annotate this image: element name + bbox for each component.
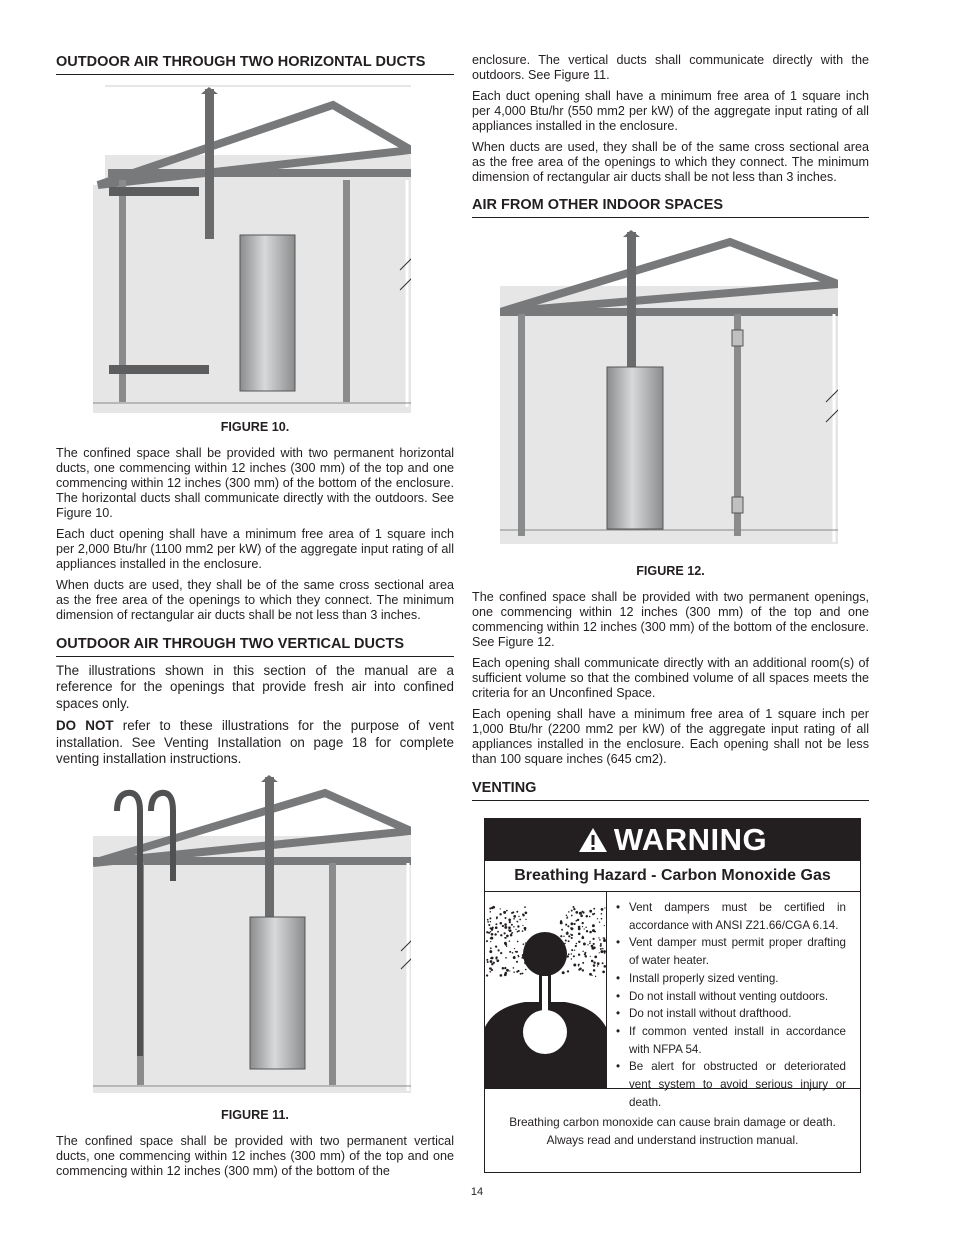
co-gas-speck bbox=[516, 971, 518, 973]
co-gas-speck bbox=[490, 947, 492, 949]
co-gas-speck bbox=[589, 973, 592, 976]
figure-11 bbox=[93, 771, 411, 1093]
warning-label bbox=[484, 818, 861, 1173]
co-gas-speck bbox=[580, 914, 583, 917]
co-gas-speck bbox=[570, 922, 573, 925]
co-gas-speck bbox=[582, 926, 583, 927]
co-gas-speck bbox=[525, 919, 526, 920]
co-gas-speck bbox=[500, 974, 503, 977]
paragraph: When ducts are used, they shall be of the same cross sectional area as the free area of the openings to which they connect. The minimum dimension of rectangular air ducts shall be not less than 3 inches. bbox=[56, 578, 454, 622]
paragraph: The illustrations shown in this section of the manual are a reference for the openings that provide fresh air into confined spaces only. bbox=[56, 663, 454, 711]
co-gas-speck bbox=[499, 913, 501, 915]
co-gas-speck bbox=[567, 931, 569, 933]
co-gas-speck bbox=[504, 926, 507, 929]
co-gas-speck bbox=[490, 967, 492, 969]
co-gas-speck bbox=[488, 924, 490, 926]
co-gas-speck bbox=[515, 929, 516, 930]
co-gas-speck bbox=[568, 935, 570, 937]
co-gas-speck bbox=[516, 911, 518, 913]
co-gas-speck bbox=[486, 974, 488, 976]
warning-item: • Do not install without venting outdoors. bbox=[614, 988, 846, 1006]
co-gas-speck bbox=[571, 937, 573, 939]
co-gas-speck bbox=[511, 924, 513, 926]
co-gas-speck bbox=[572, 950, 573, 951]
co-gas-speck bbox=[576, 920, 578, 922]
co-gas-speck bbox=[574, 923, 576, 925]
co-gas-speck bbox=[593, 961, 595, 963]
co-gas-speck bbox=[503, 911, 506, 914]
co-gas-speck bbox=[506, 969, 509, 972]
heading-horizontal-ducts: OUTDOOR AIR THROUGH TWO HORIZONTAL DUCTS bbox=[56, 54, 454, 75]
co-gas-speck bbox=[601, 908, 604, 911]
co-gas-speck bbox=[591, 945, 594, 948]
co-gas-speck bbox=[491, 927, 493, 929]
co-gas-speck bbox=[519, 919, 521, 921]
co-gas-speck bbox=[599, 921, 600, 922]
co-gas-speck bbox=[487, 919, 489, 921]
co-gas-speck bbox=[582, 951, 583, 952]
co-gas-speck bbox=[522, 925, 523, 926]
warning-item: • Vent damper must permit proper drafting of water heater. bbox=[614, 934, 846, 969]
co-gas-speck bbox=[516, 961, 518, 963]
paragraph bbox=[56, 718, 454, 767]
co-gas-speck bbox=[513, 971, 515, 973]
warning-footer-line: Breathing carbon monoxide can cause brain damage or death. bbox=[509, 1114, 836, 1129]
co-gas-speck bbox=[513, 926, 515, 928]
co-gas-speck bbox=[511, 912, 513, 914]
figure-12 bbox=[500, 224, 838, 544]
co-gas-speck bbox=[573, 964, 576, 967]
co-gas-speck bbox=[568, 911, 570, 913]
co-gas-speck bbox=[593, 913, 595, 915]
co-gas-speck bbox=[598, 937, 599, 938]
co-gas-speck bbox=[582, 969, 584, 971]
co-gas-speck bbox=[597, 918, 598, 919]
warning-item: • Do not install without drafthood. bbox=[614, 1005, 846, 1023]
co-gas-speck bbox=[571, 915, 573, 917]
co-gas-speck bbox=[587, 944, 588, 945]
co-gas-speck bbox=[568, 940, 570, 942]
co-gas-speck bbox=[585, 955, 587, 957]
heading-vertical-ducts: OUTDOOR AIR THROUGH TWO VERTICAL DUCTS bbox=[56, 636, 454, 657]
paragraph: Each opening shall have a minimum free area of 1 square inch per 1,000 Btu/hr (2200 mm2 per kW) of the aggregate input rating of all appliances installed in the enclosure. Each opening shall not be less than 100 square inches (645 cm2). bbox=[472, 707, 869, 766]
co-gas-speck bbox=[572, 906, 574, 908]
co-gas-speck bbox=[593, 943, 595, 945]
co-gas-speck bbox=[593, 947, 596, 950]
co-gas-speck bbox=[495, 945, 497, 947]
co-gas-speck bbox=[601, 913, 603, 915]
co-gas-speck bbox=[565, 924, 567, 926]
co-gas-speck bbox=[497, 931, 499, 933]
warning-item: • If common vented install in accordance with NFPA 54. bbox=[614, 1023, 846, 1058]
co-gas-speck bbox=[488, 932, 490, 934]
co-gas-speck bbox=[506, 946, 507, 947]
co-gas-speck bbox=[571, 927, 574, 930]
co-gas-speck bbox=[575, 911, 578, 914]
co-gas-speck bbox=[589, 910, 592, 913]
co-gas-speck bbox=[578, 964, 580, 966]
warning-triangle-icon bbox=[578, 827, 608, 853]
co-gas-speck bbox=[604, 965, 606, 968]
co-gas-speck bbox=[579, 912, 582, 915]
co-gas-speck bbox=[500, 934, 502, 936]
co-gas-speck bbox=[578, 928, 581, 931]
figure-10-caption: FIGURE 10. bbox=[220, 420, 290, 434]
co-gas-speck bbox=[490, 911, 492, 913]
co-gas-speck bbox=[582, 922, 584, 924]
co-gas-speck bbox=[586, 930, 588, 932]
paragraph: The confined space shall be provided with two permanent vertical ducts, one commencing within 12 inches (300 mm) of the top and one commencing within 12 inches (300 mm) of the bottom of the bbox=[56, 1134, 454, 1178]
co-gas-speck bbox=[600, 948, 602, 950]
co-gas-speck bbox=[516, 921, 518, 923]
co-gas-speck bbox=[509, 970, 510, 971]
co-gas-speck bbox=[567, 925, 569, 927]
warning-item: • Be alert for obstructed or deteriorated vent system to avoid serious injury or death. bbox=[614, 1058, 846, 1111]
co-gas-speck bbox=[604, 907, 605, 908]
co-gas-speck bbox=[584, 953, 586, 955]
co-gas-speck bbox=[603, 939, 606, 942]
co-gas-speck bbox=[592, 975, 593, 976]
co-gas-speck bbox=[522, 914, 524, 916]
page-number: 14 bbox=[470, 1186, 484, 1198]
co-gas-speck bbox=[593, 969, 596, 972]
co-gas-speck bbox=[602, 962, 604, 964]
co-gas-speck bbox=[578, 932, 581, 935]
co-gas-speck bbox=[491, 969, 493, 971]
co-gas-speck bbox=[589, 941, 590, 942]
paragraph: The confined space shall be provided with two permanent horizontal ducts, one commencing within 12 inches (300 mm) of the top and one commencing within 12 inches (300 mm) of the bottom of the enclosure. The horizontal ducts shall communicate directly with the outdoors. See Figure 10. bbox=[56, 446, 454, 520]
paragraph: Each duct opening shall have a minimum free area of 1 square inch per 2,000 Btu/hr (1100 mm2 per kW) of the aggregate input rating of all appliances installed in the enclosure. bbox=[56, 527, 454, 571]
co-gas-speck bbox=[509, 940, 511, 942]
co-gas-speck bbox=[571, 910, 573, 912]
co-gas-speck bbox=[591, 960, 594, 963]
warning-item: • Vent dampers must be certified in accordance with ANSI Z21.66/CGA 6.14. bbox=[614, 899, 846, 934]
co-gas-speck bbox=[578, 968, 580, 970]
co-gas-speck bbox=[603, 937, 605, 939]
co-gas-speck bbox=[595, 976, 596, 977]
warning-item: • Install properly sized venting. bbox=[614, 970, 846, 988]
carbon-monoxide-hazard-icon bbox=[485, 892, 607, 1088]
co-gas-speck bbox=[504, 917, 506, 919]
co-gas-speck bbox=[512, 952, 514, 954]
co-gas-speck bbox=[593, 908, 595, 910]
co-gas-speck bbox=[486, 940, 488, 942]
co-gas-speck bbox=[585, 927, 586, 928]
co-gas-speck bbox=[509, 929, 512, 932]
warning-footer-line: Always read and understand instruction manual. bbox=[546, 1132, 799, 1147]
paragraph: enclosure. The vertical ducts shall communicate directly with the outdoors. See Figure 11. bbox=[472, 53, 869, 82]
co-gas-speck bbox=[524, 906, 526, 908]
co-gas-speck bbox=[505, 972, 508, 975]
paragraph-rest: refer to these illustrations for the purpose of vent installation. See Venting Installation on page 18 for complete venting installation instructions. bbox=[56, 718, 454, 767]
co-gas-speck bbox=[560, 935, 562, 937]
co-gas-speck bbox=[505, 957, 507, 959]
paragraph: When ducts are used, they shall be of the same cross sectional area as the free area of the openings to which they connect. The minimum dimension of rectangular air ducts shall be not less than 3 inches. bbox=[472, 140, 869, 184]
co-gas-speck bbox=[522, 930, 524, 932]
co-gas-speck bbox=[589, 931, 592, 934]
co-gas-speck bbox=[589, 916, 591, 918]
co-gas-speck bbox=[500, 922, 503, 925]
co-gas-speck bbox=[561, 929, 563, 931]
co-gas-speck bbox=[508, 926, 511, 929]
co-gas-speck bbox=[571, 958, 572, 959]
co-gas-speck bbox=[504, 923, 507, 926]
co-gas-speck bbox=[573, 908, 575, 910]
paragraph: Each opening shall communicate directly with an additional room(s) of sufficient volume so that the combined volume of all spaces meets the criteria for an Unconfined Space. bbox=[472, 656, 869, 700]
paragraph: Each duct opening shall have a minimum free area of 1 square inch per 4,000 Btu/hr (550 mm2 per kW) of the aggregate input rating of all appliances installed in the enclosure. bbox=[472, 89, 869, 133]
co-gas-speck bbox=[506, 910, 508, 912]
co-gas-speck bbox=[489, 917, 491, 919]
co-gas-speck bbox=[604, 952, 605, 953]
co-gas-speck bbox=[509, 921, 511, 923]
co-gas-speck bbox=[490, 931, 491, 932]
co-gas-speck bbox=[570, 934, 571, 935]
co-gas-speck bbox=[578, 954, 580, 956]
co-gas-speck bbox=[517, 931, 519, 933]
co-gas-speck bbox=[599, 939, 601, 941]
co-gas-speck bbox=[576, 943, 578, 945]
co-gas-speck bbox=[491, 907, 494, 910]
co-gas-speck bbox=[604, 925, 605, 926]
co-gas-speck bbox=[592, 924, 595, 927]
co-gas-speck bbox=[490, 937, 492, 939]
co-gas-speck bbox=[601, 918, 603, 920]
co-gas-speck bbox=[500, 908, 501, 909]
heading-indoor-spaces: AIR FROM OTHER INDOOR SPACES bbox=[472, 197, 869, 218]
co-gas-speck bbox=[508, 918, 511, 921]
co-gas-speck bbox=[600, 950, 603, 953]
co-gas-speck bbox=[567, 970, 569, 972]
co-gas-speck bbox=[582, 962, 584, 964]
co-gas-speck bbox=[517, 955, 519, 957]
warning-footer bbox=[485, 1088, 860, 1172]
co-gas-speck bbox=[582, 937, 584, 939]
co-gas-speck bbox=[495, 956, 497, 958]
figure-10 bbox=[93, 85, 411, 413]
figure-11-caption: FIGURE 11. bbox=[221, 1108, 289, 1122]
warning-title: WARNING bbox=[613, 822, 768, 857]
co-gas-speck bbox=[490, 921, 491, 922]
co-gas-speck bbox=[494, 933, 496, 935]
co-gas-speck bbox=[511, 932, 513, 934]
co-gas-speck bbox=[517, 941, 519, 943]
co-gas-speck bbox=[573, 955, 575, 957]
co-gas-speck bbox=[523, 943, 525, 945]
co-gas-speck bbox=[490, 960, 493, 963]
co-gas-speck bbox=[517, 925, 519, 927]
warning-subtitle: Breathing Hazard - Carbon Monoxide Gas bbox=[485, 861, 860, 892]
co-gas-speck bbox=[522, 972, 524, 974]
co-gas-speck bbox=[599, 952, 600, 953]
co-gas-speck bbox=[520, 973, 522, 975]
co-gas-speck bbox=[506, 935, 509, 938]
heading-venting: VENTING bbox=[472, 780, 869, 801]
co-gas-speck bbox=[491, 963, 493, 965]
co-gas-speck bbox=[592, 929, 595, 932]
co-gas-speck bbox=[524, 927, 527, 930]
warning-list bbox=[614, 899, 846, 1111]
co-gas-speck bbox=[513, 915, 516, 918]
co-gas-speck bbox=[491, 933, 494, 936]
co-gas-speck bbox=[602, 948, 603, 949]
co-gas-speck bbox=[566, 914, 568, 916]
co-gas-speck bbox=[487, 961, 489, 963]
co-gas-speck bbox=[575, 945, 577, 947]
co-gas-speck bbox=[600, 943, 602, 945]
co-gas-speck bbox=[495, 926, 498, 929]
co-gas-speck bbox=[509, 951, 511, 953]
co-gas-speck bbox=[505, 937, 507, 939]
co-gas-speck bbox=[597, 965, 598, 966]
co-gas-speck bbox=[593, 964, 596, 967]
co-gas-speck bbox=[560, 921, 563, 924]
co-gas-speck bbox=[567, 955, 569, 957]
co-gas-speck bbox=[583, 943, 586, 946]
co-gas-speck bbox=[515, 951, 517, 953]
co-gas-speck bbox=[590, 956, 591, 957]
co-gas-speck bbox=[600, 945, 602, 947]
co-gas-speck bbox=[489, 971, 491, 973]
co-gas-speck bbox=[594, 956, 597, 959]
co-gas-speck bbox=[565, 940, 567, 942]
co-gas-speck bbox=[496, 916, 498, 918]
co-gas-speck bbox=[513, 918, 515, 920]
co-gas-speck bbox=[498, 949, 500, 951]
co-gas-speck bbox=[513, 956, 516, 959]
co-gas-speck bbox=[563, 936, 564, 937]
co-gas-speck bbox=[486, 931, 488, 933]
co-gas-speck bbox=[489, 950, 492, 953]
co-gas-speck bbox=[514, 948, 515, 949]
co-gas-speck bbox=[602, 971, 605, 974]
co-gas-speck bbox=[578, 941, 580, 943]
paragraph: The confined space shall be provided with two permanent openings, one commencing within 12 inches (300 mm) of the top and one commencing within 12 inches (300 mm) of the bottom of the enclosure. See Figure 12. bbox=[472, 590, 869, 649]
co-gas-speck bbox=[568, 953, 570, 955]
co-gas-speck bbox=[496, 959, 499, 962]
warning-header bbox=[485, 819, 860, 861]
co-gas-speck bbox=[513, 967, 515, 969]
co-gas-speck bbox=[487, 921, 489, 923]
co-gas-speck bbox=[490, 941, 491, 942]
co-gas-speck bbox=[495, 923, 497, 925]
co-gas-speck bbox=[571, 953, 572, 954]
co-gas-speck bbox=[593, 938, 595, 940]
co-gas-speck bbox=[502, 967, 505, 970]
co-gas-speck bbox=[589, 942, 591, 944]
co-gas-speck bbox=[518, 916, 519, 917]
co-gas-speck bbox=[505, 967, 506, 968]
do-not-emphasis: DO NOT bbox=[56, 718, 114, 734]
figure-12-caption: FIGURE 12. bbox=[636, 564, 705, 578]
co-gas-speck bbox=[574, 949, 575, 950]
co-gas-speck bbox=[490, 957, 492, 959]
co-gas-speck bbox=[505, 943, 507, 945]
co-gas-speck bbox=[500, 952, 502, 954]
co-gas-speck bbox=[566, 916, 568, 918]
co-gas-speck bbox=[586, 915, 588, 917]
co-gas-speck bbox=[525, 969, 527, 971]
co-gas-speck bbox=[502, 925, 504, 927]
co-gas-speck bbox=[504, 932, 506, 934]
co-gas-speck bbox=[486, 959, 488, 961]
co-gas-speck bbox=[562, 971, 565, 974]
co-gas-speck bbox=[581, 911, 582, 912]
co-gas-speck bbox=[525, 911, 528, 914]
co-gas-speck bbox=[597, 962, 600, 965]
co-gas-speck bbox=[584, 928, 585, 929]
